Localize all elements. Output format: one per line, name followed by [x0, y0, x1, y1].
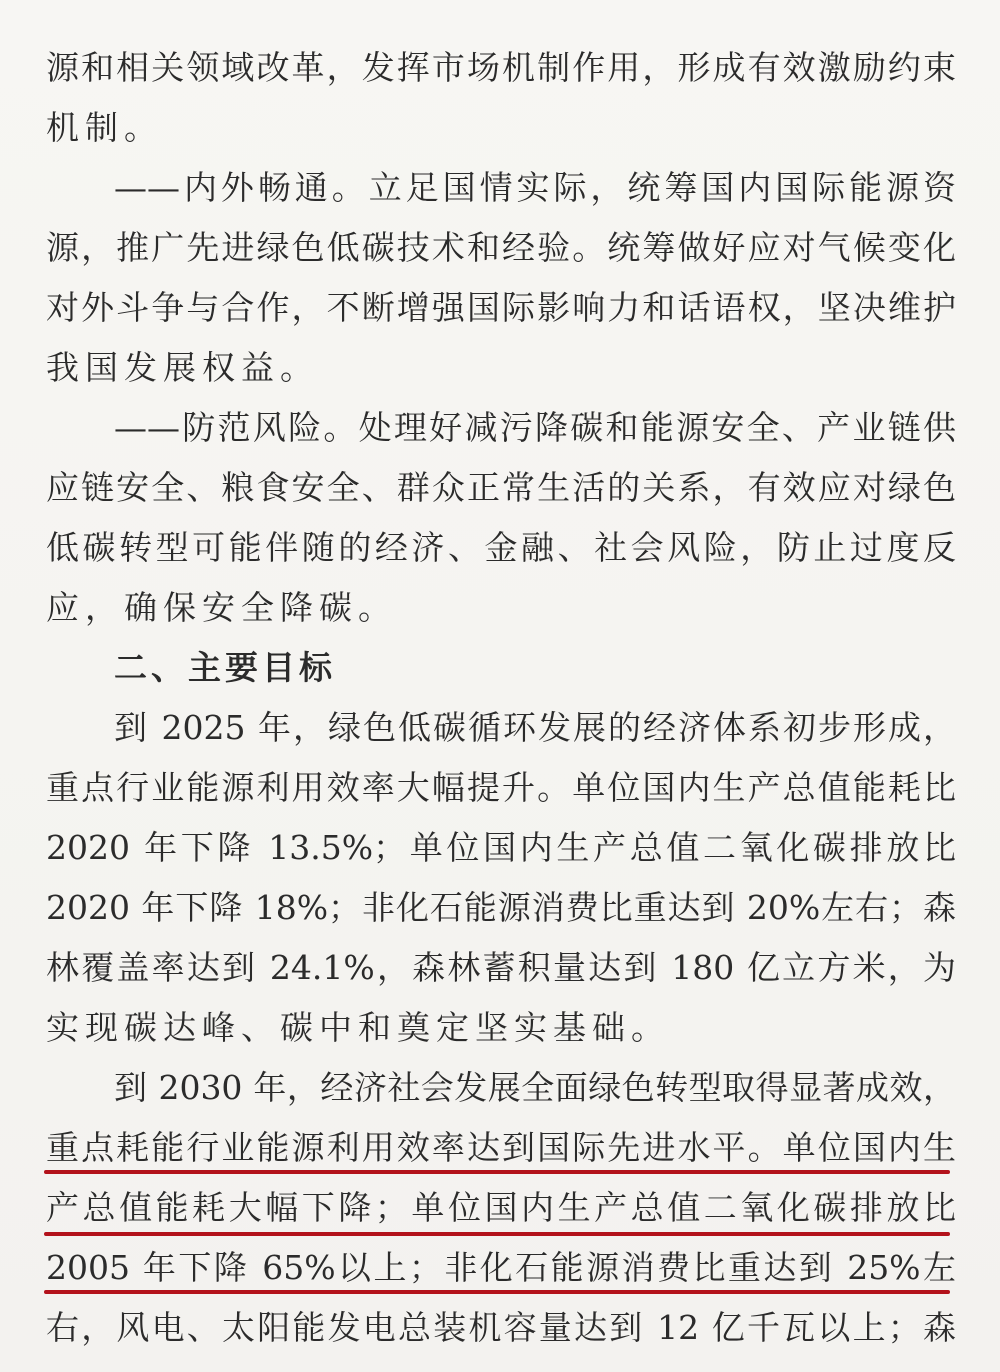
text-line: 对外斗争与合作，不断增强国际影响力和话语权，坚决维护	[46, 288, 956, 327]
red-underline	[44, 1290, 950, 1294]
text-line: 源和相关领域改革，发挥市场机制作用，形成有效激励约束	[46, 48, 956, 87]
text-line: 我国发展权益。	[46, 348, 319, 387]
text-line: 到 2025 年，绿色低碳循环发展的经济体系初步形成，	[114, 708, 956, 747]
text-line: 源，推广先进绿色低碳技术和经验。统筹做好应对气候变化	[46, 228, 956, 267]
text-line: 应，确保安全降碳。	[46, 588, 397, 627]
text-line: 实现碳达峰、碳中和奠定坚实基础。	[46, 1008, 670, 1047]
text-line: 2020 年下降 13.5%；单位国内生产总值二氧化碳排放比	[46, 828, 956, 867]
text-line: 低碳转型可能伴随的经济、金融、社会风险，防止过度反	[46, 528, 956, 567]
red-underline	[44, 1232, 950, 1236]
text-line: 重点行业能源利用效率大幅提升。单位国内生产总值能耗比	[46, 768, 956, 807]
highlighted-text-line: 2005 年下降 65%以上；非化石能源消费比重达到 25%左	[46, 1248, 956, 1287]
text-line: ——防范风险。处理好减污降碳和能源安全、产业链供	[114, 408, 956, 447]
text-line: 林覆盖率达到 24.1%，森林蓄积量达到 180 亿立方米，为	[46, 948, 956, 987]
text-line: ——内外畅通。立足国情实际，统筹国内国际能源资	[114, 168, 956, 207]
section-heading: 二、主要目标	[114, 648, 336, 687]
text-line: 2020 年下降 18%；非化石能源消费比重达到 20%左右；森	[46, 888, 956, 927]
highlighted-text-line: 产总值能耗大幅下降；单位国内生产总值二氧化碳排放比	[46, 1188, 956, 1227]
text-line: 右，风电、太阳能发电总装机容量达到 12 亿千瓦以上；森	[46, 1308, 956, 1347]
text-line: 到 2030 年，经济社会发展全面绿色转型取得显著成效，	[114, 1068, 956, 1107]
text-line: 机制。	[46, 108, 163, 147]
red-underline	[44, 1170, 950, 1174]
highlighted-text-line: 重点耗能行业能源利用效率达到国际先进水平。单位国内生	[46, 1128, 956, 1167]
text-line: 应链安全、粮食安全、群众正常生活的关系，有效应对绿色	[46, 468, 956, 507]
